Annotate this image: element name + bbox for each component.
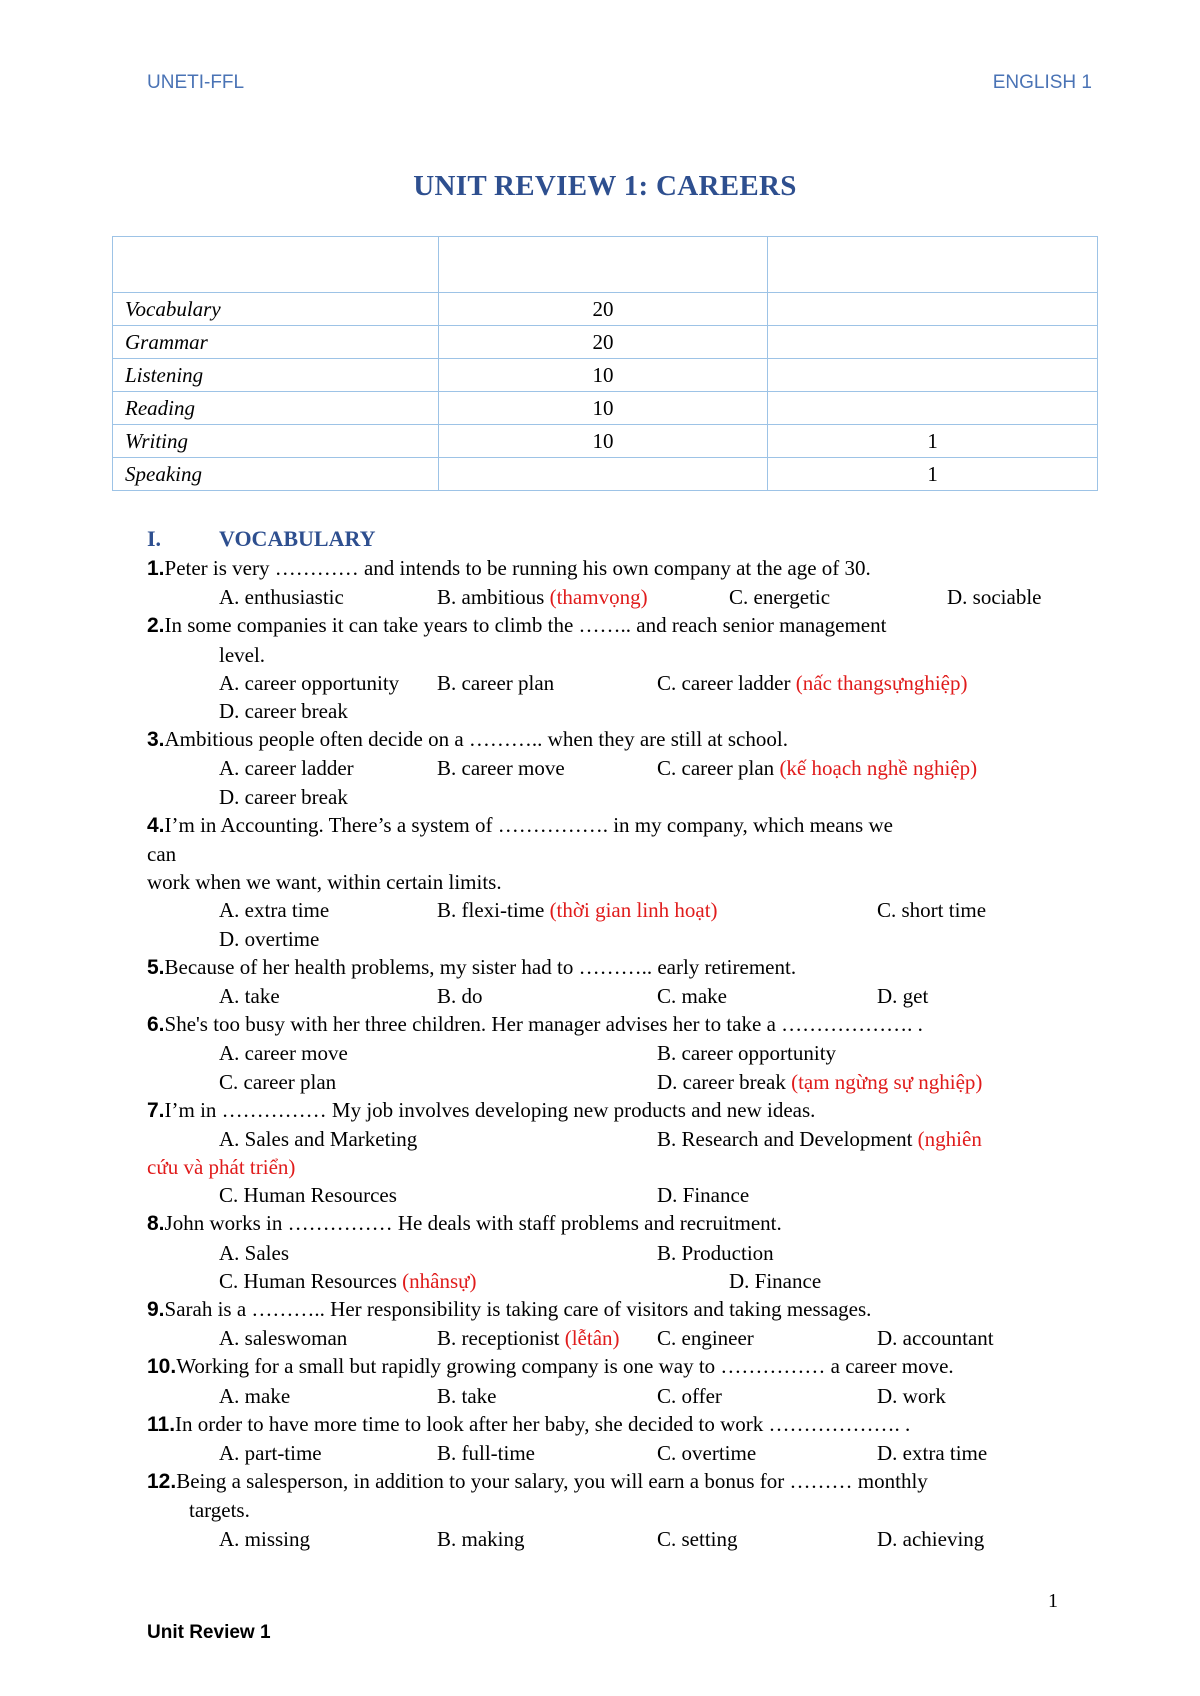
- translation-note: (nghiên: [917, 1126, 982, 1151]
- question-number: 4.: [147, 813, 165, 837]
- option-b[interactable]: B. career move: [437, 756, 565, 781]
- option-b[interactable]: B. Production: [657, 1240, 774, 1265]
- option-a[interactable]: A. Sales and Marketing: [219, 1126, 418, 1151]
- score-cell: 10: [438, 392, 768, 425]
- header-right: ENGLISH 1: [992, 72, 1092, 93]
- footer-label: Unit Review 1: [147, 1622, 271, 1643]
- table-row: [113, 326, 1098, 359]
- table-cell: [768, 237, 1098, 293]
- question-11: [147, 1410, 1127, 1467]
- option-b-text: B. Research and Development: [657, 1126, 918, 1151]
- option-c-text: C. career ladder: [657, 670, 796, 695]
- question-10: [147, 1352, 1127, 1409]
- option-b-text: B. receptionist: [437, 1326, 565, 1351]
- question-1: [147, 554, 1127, 611]
- question-number: 5.: [147, 955, 165, 979]
- option-c[interactable]: [219, 1267, 477, 1295]
- skill-cell: Grammar: [113, 326, 439, 359]
- option-c-text: C. career plan: [657, 756, 780, 781]
- option-d[interactable]: D. achieving: [877, 1526, 985, 1551]
- option-a[interactable]: A. extra time: [219, 898, 330, 923]
- score-cell: 20: [438, 293, 768, 326]
- option-b[interactable]: B. full-time: [437, 1441, 535, 1466]
- score-table: [112, 236, 1098, 491]
- option-d[interactable]: D. career break: [219, 784, 348, 809]
- option-d[interactable]: D. accountant: [877, 1326, 994, 1351]
- page-number: 1: [1048, 1590, 1058, 1612]
- table-row: [113, 359, 1098, 392]
- question-8: [147, 1209, 1127, 1295]
- score-cell: [768, 359, 1098, 392]
- score-cell: [438, 458, 768, 491]
- option-d[interactable]: D. work: [877, 1383, 946, 1408]
- question-list: [147, 554, 1127, 1553]
- question-text-continued: level.: [219, 642, 266, 667]
- table-row: [113, 293, 1098, 326]
- score-cell: 1: [768, 458, 1098, 491]
- question-text-continued: work when we want, within certain limits.: [147, 870, 502, 895]
- option-d-text: D. career break: [657, 1069, 792, 1094]
- skill-cell: Speaking: [113, 458, 439, 491]
- option-c[interactable]: C. Human Resources: [219, 1183, 397, 1208]
- question-4: [147, 811, 1127, 953]
- option-b[interactable]: B. do: [437, 983, 483, 1008]
- option-b[interactable]: B. career opportunity: [657, 1041, 837, 1066]
- option-b-text: B. flexi-time: [437, 898, 550, 923]
- score-cell: [768, 326, 1098, 359]
- option-a[interactable]: A. Sales: [219, 1240, 289, 1265]
- skill-cell: Vocabulary: [113, 293, 439, 326]
- option-d[interactable]: D. overtime: [219, 926, 320, 951]
- option-d[interactable]: D. career break: [219, 698, 348, 723]
- option-d[interactable]: D. sociable: [947, 585, 1042, 610]
- translation-note: (nấc thangsựnghiệp): [795, 670, 968, 695]
- question-9: [147, 1295, 1127, 1352]
- question-number: 6.: [147, 1013, 165, 1037]
- section-title: VOCABULARY: [219, 526, 376, 551]
- option-a[interactable]: A. enthusiastic: [219, 585, 344, 610]
- section-heading: [147, 526, 375, 552]
- option-b[interactable]: [437, 896, 718, 924]
- option-d[interactable]: D. get: [877, 983, 929, 1008]
- option-b[interactable]: [437, 583, 648, 611]
- option-c[interactable]: C. offer: [657, 1383, 722, 1408]
- table-cell: [113, 237, 439, 293]
- option-a[interactable]: A. saleswoman: [219, 1326, 348, 1351]
- score-cell: [768, 293, 1098, 326]
- question-text: Working for a small but rapidly growing company is one way to …………… a career move.: [176, 1354, 954, 1379]
- option-c[interactable]: C. overtime: [657, 1441, 757, 1466]
- question-number: 12.: [147, 1470, 177, 1494]
- option-c[interactable]: [657, 754, 977, 782]
- question-text: She's too busy with her three children. Her manager advises her to take a ………………. .: [164, 1012, 923, 1037]
- option-a[interactable]: A. missing: [219, 1526, 311, 1551]
- option-d[interactable]: [657, 1068, 982, 1096]
- option-a[interactable]: A. career ladder: [219, 756, 354, 781]
- option-b[interactable]: [657, 1125, 982, 1153]
- option-b[interactable]: B. making: [437, 1526, 525, 1551]
- question-7: [147, 1096, 1127, 1210]
- option-c[interactable]: C. setting: [657, 1526, 738, 1551]
- question-text: Ambitious people often decide on a ……….. when they are still at school.: [164, 727, 788, 752]
- question-number: 7.: [147, 1098, 165, 1122]
- option-c-text: C. Human Resources: [219, 1268, 403, 1293]
- question-text: Being a salesperson, in addition to your salary, you will earn a bonus for ……… monthly: [176, 1469, 928, 1494]
- option-a[interactable]: A. take: [219, 983, 280, 1008]
- score-cell: [768, 392, 1098, 425]
- question-12: [147, 1467, 1127, 1553]
- translation-note: (nhânsự): [402, 1268, 477, 1293]
- translation-note: (thời gian linh hoạt): [549, 898, 718, 923]
- score-cell: 20: [438, 326, 768, 359]
- translation-note: (kế hoạch nghề nghiệp): [779, 756, 978, 781]
- question-text: In some companies it can take years to climb the …….. and reach senior management: [164, 613, 887, 638]
- option-c[interactable]: C. make: [657, 983, 727, 1008]
- score-cell: 10: [438, 425, 768, 458]
- option-a[interactable]: A. career move: [219, 1041, 348, 1066]
- translation-note: (thamvọng): [549, 585, 648, 610]
- question-text-continued: can: [147, 841, 177, 866]
- score-cell: 10: [438, 359, 768, 392]
- option-b-text: B. ambitious: [437, 585, 550, 610]
- question-text: Sarah is a ……….. Her responsibility is taking care of visitors and taking messages.: [164, 1297, 872, 1322]
- question-number: 3.: [147, 728, 165, 752]
- option-a[interactable]: A. make: [219, 1383, 291, 1408]
- option-c[interactable]: C. energetic: [729, 585, 831, 610]
- table-cell: [438, 237, 768, 293]
- option-d[interactable]: D. Finance: [657, 1183, 750, 1208]
- option-b[interactable]: B. take: [437, 1383, 497, 1408]
- header-left: UNETI-FFL: [147, 72, 245, 93]
- question-number: 9.: [147, 1298, 165, 1322]
- option-b[interactable]: B. career plan: [437, 670, 555, 695]
- option-d[interactable]: D. Finance: [729, 1268, 822, 1293]
- question-number: 2.: [147, 614, 165, 638]
- option-a[interactable]: A. part-time: [219, 1441, 322, 1466]
- translation-note-continued: cứu và phát triển): [147, 1155, 296, 1180]
- question-text: John works in …………… He deals with staff problems and recruitment.: [164, 1211, 782, 1236]
- question-text: Because of her health problems, my sister had to ……….. early retirement.: [164, 954, 797, 979]
- skill-cell: Listening: [113, 359, 439, 392]
- skill-cell: Reading: [113, 392, 439, 425]
- question-number: 8.: [147, 1212, 165, 1236]
- question-text: Peter is very ………… and intends to be running his own company at the age of 30.: [164, 556, 871, 580]
- table-row: [113, 392, 1098, 425]
- question-number: 11.: [147, 1412, 176, 1436]
- page-title: UNIT REVIEW 1: CAREERS: [413, 170, 797, 202]
- option-b[interactable]: [437, 1324, 620, 1352]
- section-number: I.: [147, 526, 162, 551]
- question-text-continued: targets.: [189, 1498, 250, 1523]
- option-d[interactable]: D. extra time: [877, 1441, 988, 1466]
- option-c[interactable]: C. career plan: [219, 1069, 337, 1094]
- score-cell: 1: [768, 425, 1098, 458]
- question-3: [147, 725, 1127, 811]
- translation-note: (tạm ngừng sự nghiệp): [791, 1069, 983, 1094]
- skill-cell: Writing: [113, 425, 439, 458]
- question-6: [147, 1010, 1127, 1096]
- table-row: [113, 458, 1098, 491]
- question-5: [147, 953, 1127, 1010]
- question-text: I’m in …………… My job involves developing new products and new ideas.: [164, 1097, 816, 1122]
- question-number: 10.: [147, 1355, 177, 1379]
- question-text: In order to have more time to look after her baby, she decided to work ………………. .: [175, 1411, 911, 1436]
- option-c[interactable]: C. engineer: [657, 1326, 754, 1351]
- translation-note: (lễtân): [564, 1326, 620, 1351]
- option-c[interactable]: C. short time: [877, 898, 987, 923]
- question-number: 1.: [147, 557, 165, 580]
- table-row: [113, 425, 1098, 458]
- question-2: [147, 611, 1127, 725]
- table-header-row: [113, 237, 1098, 293]
- option-c[interactable]: [657, 669, 968, 697]
- option-a[interactable]: A. career opportunity: [219, 670, 400, 695]
- question-text: I’m in Accounting. There’s a system of ……………. in my company, which means we: [164, 812, 893, 837]
